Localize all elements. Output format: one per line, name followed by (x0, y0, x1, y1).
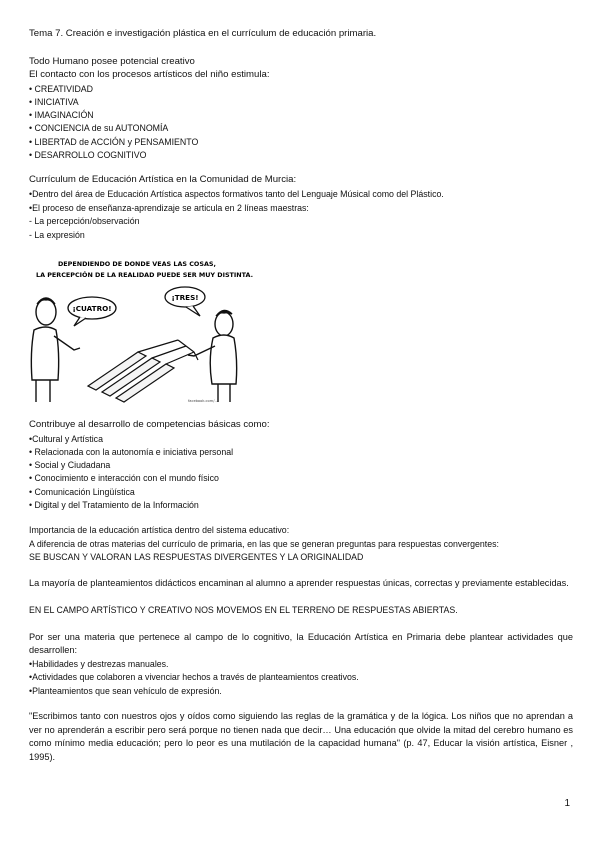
section1-intro: El contacto con los procesos artísticos del niño estimula: (29, 69, 270, 80)
page-number: 1 (564, 798, 570, 809)
list-item: •Actividades que colaboren a vivenciar hechos a través de planteamientos creativos. (29, 672, 359, 682)
section3-heading: Contribuye al desarrollo de competencias básicas como: (29, 419, 270, 430)
list-item: •Habilidades y destrezas manuales. (29, 659, 169, 669)
cartoon-caption-line2: LA PERCEPCIÓN DE LA REALIDAD PUEDE SER MUY DISTINTA. (36, 271, 254, 279)
list-item: - La percepción/observación (29, 216, 140, 226)
cartoon-credit: facebook.com/... (188, 399, 218, 403)
list-item: • Comunicación Lingüística (29, 487, 135, 497)
section2-heading: Currículum de Educación Artística en la Comunidad de Murcia: (29, 174, 297, 185)
list-item: •Cultural y Artística (29, 434, 103, 444)
list-item: •El proceso de enseñanza-aprendizaje se articula en 2 líneas maestras: (29, 203, 309, 213)
document-title: Tema 7. Creación e investigación plástica en el currículum de educación primaria. (29, 28, 377, 39)
list-item: • DESARROLLO COGNITIVO (29, 150, 147, 160)
section5-paragraph: La mayoría de planteamientos didácticos encaminan al alumno a aprender respuestas únicas, correctas y previamente establecidas. (29, 578, 569, 588)
cartoon-caption-line1: DEPENDIENDO DE DONDE VEAS LAS COSAS, (58, 260, 216, 268)
list-item: • INICIATIVA (29, 97, 79, 107)
section1-heading: Todo Humano posee potencial creativo (29, 56, 195, 67)
list-item: • Conocimiento e interacción con el mundo físico (29, 473, 219, 483)
section4-heading: Importancia de la educación artística dentro del sistema educativo: (29, 525, 290, 535)
section6-paragraph: Por ser una materia que pertenece al campo de lo cognitivo, la Educación Artística en Primaria debe plantear actividades que desarrollen: (29, 632, 573, 656)
svg-text:¡CUATRO!: ¡CUATRO! (72, 304, 112, 313)
list-item: • CONCIENCIA de su AUTONOMÍA (29, 123, 169, 133)
list-item: •Dentro del área de Educación Artística aspectos formativos tanto del Lenguaje Músical como del Plástico. (29, 189, 444, 199)
list-item: • LIBERTAD de ACCIÓN y PENSAMIENTO (29, 137, 199, 147)
svg-text:¡TRES!: ¡TRES! (171, 293, 199, 302)
section5-caps-line: EN EL CAMPO ARTÍSTICO Y CREATIVO NOS MOVEMOS EN EL TERRENO DE RESPUESTAS ABIERTAS. (29, 605, 458, 615)
section4-caps-line: SE BUSCAN Y VALORAN LAS RESPUESTAS DIVERGENTES Y LA ORIGINALIDAD (29, 552, 364, 562)
list-item: - La expresión (29, 230, 85, 240)
list-item: • Digital y del Tratamiento de la Información (29, 500, 199, 510)
perception-cartoon (28, 252, 260, 406)
list-item: • Social y Ciudadana (29, 460, 111, 470)
eisner-quote: "Escribimos tanto con nuestros ojos y oídos como siguiendo las reglas de la gramática y de la lógica. Los niños que no aprendan a ver no aprenderán a escribir pero será porque no tienen nada que decir… Una educación que olvide la mitad del cerebro humano es como mínimo media educación; pero lo peor es una mutilación de la capacidad humana" (p. 47, Educar la visión artística, Eisner , 1995). (29, 711, 573, 762)
list-item: • Relacionada con la autonomía e iniciativa personal (29, 447, 234, 457)
section4-line1: A diferencia de otras materias del currículo de primaria, en las que se generan preguntas para respuestas convergentes: (29, 539, 499, 549)
list-item: • CREATIVIDAD (29, 84, 94, 94)
list-item: •Planteamientos que sean vehículo de expresión. (29, 686, 222, 696)
list-item: • IMAGINACIÓN (29, 110, 94, 120)
